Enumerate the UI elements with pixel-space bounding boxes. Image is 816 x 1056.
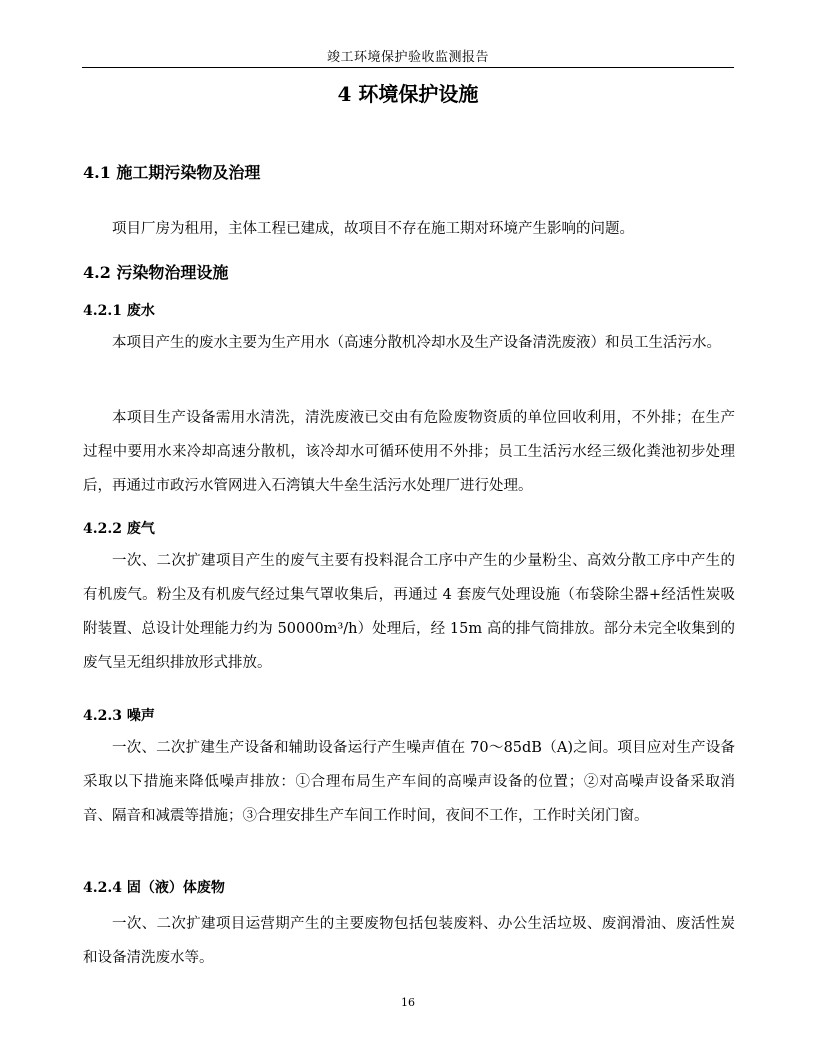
page-number: 16: [401, 996, 415, 1009]
section-heading-4-1: 4.1 施工期污染物及治理: [83, 163, 261, 182]
page-header-title: 竣工环境保护验收监测报告: [326, 50, 489, 65]
section-heading-4-2-4: 4.2.4 固（液）体废物: [83, 880, 225, 896]
paragraph-4-2-3: 一次、二次扩建生产设备和辅助设备运行产生噪声值在 70～85dB（A)之间。项目应对生产设备采取以下措施来降低噪声排放：①合理布局生产车间的高噪声设备的位置；②对高噪声设备采取消音、隔音和减震等措施；③合理安排生产车间工作时间，夜间不工作，工作时关闭门窗。: [83, 740, 735, 824]
section-heading-4-2-1: 4.2.1 废水: [83, 303, 155, 319]
paragraph-4-2-1-a: 本项目产生的废水主要为生产用水（高速分散机冷却水及生产设备清洗废液）和员工生活污水。: [112, 335, 721, 351]
section-heading-4-2: 4.2 污染物治理设施: [83, 263, 229, 282]
header-divider: [82, 67, 734, 68]
section-heading-4-2-2: 4.2.2 废气: [83, 521, 155, 537]
chapter-title: 4 环境保护设施: [337, 82, 479, 106]
paragraph-4-2-2: 一次、二次扩建项目产生的废气主要有投料混合工序中产生的少量粉尘、高效分散工序中产生的有机废气。粉尘及有机废气经过集气罩收集后，再通过 4 套废气处理设施（布袋除尘器+经活性炭吸附装置、总设计处理能力约为 50000m³/h）处理后，经 15m 高的排气筒排放。部分未完全收集到的废气呈无组织排放形式排放。: [83, 553, 735, 671]
paragraph-4-2-4: 一次、二次扩建项目运营期产生的主要废物包括包装废料、办公生活垃圾、废润滑油、废活性炭和设备清洗废水等。: [83, 916, 735, 966]
paragraph-4-1: 项目厂房为租用，主体工程已建成，故项目不存在施工期对环境产生影响的问题。: [112, 221, 634, 237]
paragraph-4-2-1-b: 本项目生产设备需用水清洗，清洗废液已交由有危险废物资质的单位回收利用，不外排；在生产过程中要用水来冷却高速分散机，该冷却水可循环使用不外排；员工生活污水经三级化粪池初步处理后，再通过市政污水管网进入石湾镇大牛垒生活污水处理厂进行处理。: [83, 410, 735, 494]
section-heading-4-2-3: 4.2.3 噪声: [83, 708, 155, 724]
